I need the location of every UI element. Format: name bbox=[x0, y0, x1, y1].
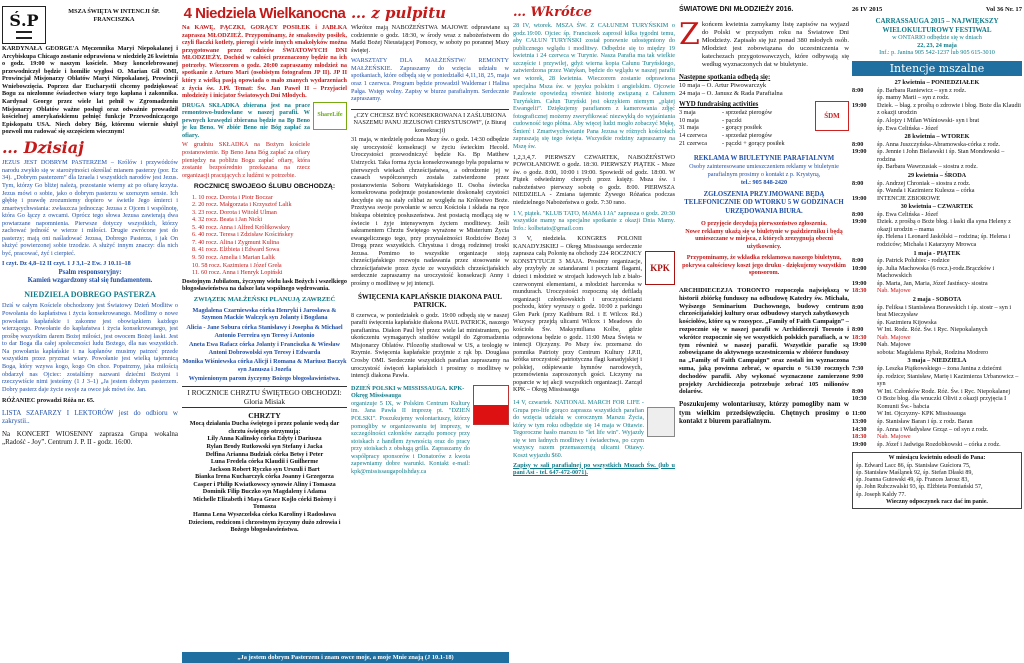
mass-time: 19:00 bbox=[852, 218, 867, 226]
mass-intention-row bbox=[852, 373, 1022, 388]
mass-intention-row bbox=[852, 395, 1022, 410]
mass-intention: śp. Józef i Jadwiga Rozdobkowski – córka z rodz. bbox=[877, 440, 1001, 448]
psalm-label: Psalm responsoryjny: bbox=[58, 269, 122, 277]
mass-time bbox=[852, 117, 874, 125]
baptism-item: Luna Fredela córka Klaudii i Guilherme bbox=[210, 458, 319, 466]
wyd-krakow-logo: ŚDM bbox=[815, 101, 849, 131]
chrzty-list bbox=[182, 435, 347, 518]
chrzty-intro: Mocą działania Ducha świętego i przez polanie wodą dar chrztu świętego otrzymują: bbox=[189, 420, 340, 435]
mass-intention: INTENCJE ZBIOROWE bbox=[877, 194, 941, 202]
mass-intention-row bbox=[852, 287, 1022, 295]
mass-time: 10:30 bbox=[852, 395, 867, 403]
reklama-title: REKLAMA W BIULETYNIE PARAFIALNYM bbox=[693, 155, 835, 163]
mass-intention-row bbox=[852, 304, 1022, 319]
nds-title: NIEDZIELA DOBREGO PASTERZA bbox=[24, 289, 156, 299]
mass-intention: śp. Julia Machowska (6 rocz.)-rodz.Brączków i Machowskich bbox=[877, 264, 995, 280]
schedule-day: 30 kwietnia – CZWARTEK bbox=[900, 203, 974, 211]
mass-time: 18:30 bbox=[852, 287, 867, 295]
mass-intention-row bbox=[852, 218, 1022, 233]
mass-intention-row bbox=[852, 141, 1022, 149]
mass-intention: śp. Patrick Polubiec - rodzice bbox=[877, 257, 950, 265]
anniversary-item: 7. 40 rocz. Alina i Zygmunt Kulina bbox=[192, 238, 279, 246]
mass-time bbox=[852, 319, 874, 327]
mass-time: 8:00 bbox=[852, 303, 864, 311]
majowe-text: Wkrótce mają NABOŻEŃSTWA MAJOWE odprawiane są codziennie o godz. 18:30, w środy wraz z nabożeństwem do Matki Bożej Nieustającej Pomocy, w soboty po porannej Mszy świętej. bbox=[351, 24, 509, 54]
mass-intention-row bbox=[852, 257, 1022, 265]
mass-intention-row bbox=[852, 410, 1022, 418]
konsekracja-text: 31 maja, w niedzielę podczas Mszy św. o godz. 14:30 odbędzie się uroczystość konsekracji w życiu świeckim Hecold. Uroczystości przewodniczyć będzie Ks. Bp Matthew Ustrzycki. Taka forma życia konsekrowanego była popularna w pierwszych wiekach chrześcijaństwa, a odrodzenie jej w czasach współczesnych została zatwierdzone przez postanowienia Soboru Watykańskiego II. Osoba świecka konsekrowana podejmuje postanowienie doskonałej czystości decyduje się na stały celibat ze względu na Królestwo Boże. Przeżywa swoje powołanie w sercu Kościoła i składa na ręce biskupa obietnicę posłuszeństwa. Jest postacią modlącą się w świecie i żyje intensywnym życiem modlitewy. Jeśli sakramentem Chrztu Świętego wyrażone w Misterium Życia ewangelicznego tego, przy przynależności Rodziców Bożej Drogą przez wszystkich. Chrystusa i drogą rodzinnej troski Jezusa. Pomimo to wszystkie organizacje stoją chrześcijańskiego rozwoju nadawania przez stosowanie w chrześcijaństwie przez życie ze wszystkich chrześcijańskich serdecznie zapraszamy na uroczystość konsekracji Anny i prośmy o modlitwę w jej intencji. bbox=[351, 136, 509, 287]
couple-item: Aneta Ewa Rafacz córka Jolanty i Franciszka & Wiesław Antoni Dobrowolski syn Teresy i Edwarda bbox=[188, 341, 340, 356]
carrassauga-info: Inf.: p. Janina 905 542-1237 lub 905 615-3010 bbox=[879, 49, 995, 57]
sp-logo bbox=[2, 6, 46, 44]
mass-time bbox=[852, 233, 874, 248]
couple-item: Magdalena Czarniewska córka Henryki i Jarosława & Szymon Mackie Walczyk syn Jolanty i Bogdana bbox=[192, 306, 337, 322]
konsekracja-title: „CZY CHCESZ BYĆ KONSEKROWANA I ZAŚLUBIONA NASZEMU PANU JEZUSOWI CHRYSTUSOWI”, (z Biuraj konsekracji) bbox=[351, 109, 509, 135]
nastepne-item: 10 maja – O. Artur Piwowarczyk bbox=[679, 82, 767, 89]
nastepne-item: 24 maja – O. Janusz & Rada Parafialna bbox=[679, 90, 783, 98]
fundraising-row bbox=[679, 109, 815, 117]
zmarli-item: śp. John Rubczwalski 93, śp. Elżbieta Pomiański 57, bbox=[856, 484, 983, 491]
fundraising-date: 14 czerwca bbox=[679, 132, 707, 140]
mass-intention: śp. Barbara Wawrzusiak – siostra z rodz. bbox=[877, 163, 978, 171]
mass-intention: Dziek. z prośbą o Boże błog. i łaski dla syna Heleny z okazji urodzin – mama bbox=[877, 218, 1011, 233]
druga-text: W grudniu SKŁADKA na Bożym kościele postanowienie. Bp Beno Jana Bóg zapłać za ofiary pieniędzy na pobliżu Bogu zapłać ofiary, która zostanie bezpośrednio przekazana na rzecz organizacji pracujących z ludźmi w potrzebie. bbox=[182, 141, 310, 179]
mass-intention-row bbox=[852, 334, 1022, 342]
anniversary-title: ROCZNICĘ SWOJEGO ŚLUBU OBCHODZĄ: bbox=[193, 183, 336, 191]
fundraising-date: 10 maja bbox=[679, 116, 699, 124]
mass-time: 10:00 bbox=[852, 264, 867, 272]
zmarli-item: śp. Edward Lacc 86, śp. Stanisław Guściora 75, bbox=[856, 462, 971, 469]
fundraising-date: 3 maja bbox=[679, 109, 696, 117]
baptism-item: Casper i Philip Kwiatkowscy synowie Aliny i Tomasza bbox=[193, 480, 336, 488]
baptism-item: Dominik Filip Buczko syn Magdaleny i Adama bbox=[202, 488, 327, 496]
anniversary-item: 4. 32 rocz. Beata i Jan Nicki bbox=[192, 216, 263, 224]
mass-intention: śp. Jennie i John Bielawski i śp. Stan Mondowski – rodzina bbox=[877, 148, 1005, 163]
kongres-text: 3 V, niedziela. KONGRES POLONII KANADYJSKIEJ – Okręg Mississauga serdecznie zaprasza całą Polonię na obchody 224 ROCZNICY KONSTYTUCJI 3 MAJA. Prosimy organizacje, aby przybyły ze sztandarami i pocztami flagami, dzieci i młodzież w strojach ludowych lub z biało-czerwonymi elementami, a młodzież harcerska w mundurach. Uroczystości rozpoczną się defiladą organizacji członkowskich i uroczystościami pochodu, który wyruszy o godz. 10:00 z parkingu Glen Park (przy Kathburn Rd. i E Wilcox Rd.) Wszyscy przejdą ulicami Wilcox i Meadows do kościoła Św. Maksymiliana Kolbe, gdzie odprawiona będzie o godz. 11:00 Msza Święta w intencji Ojczyzny. Po Mszy św. przemarsz do pomnika Patrioty przy Centrum Kultury J.P.II, krótka uroczystość patriotyczna flagi kanadyjskiej i polskiej, odśpiewanie hymnów narodowych, przemówienia zaproszonych gości. Liczymy na poparcie w tej akcji wszystkich organizacji. Zarząd KPK – Okręg Mississauga bbox=[513, 235, 642, 394]
swiecenia-text: 8 czerwca, w poniedziałek o godz. 19:00 odbędą się w naszej parafii święcenia kapłańskie diakona PAUL PATRICK, naszego parafianina. Diakon Paul był przez wiele lat ministrantem, po ukończeniu wymaganych studiów wstąpił do Zgromadzenia Misjonarzy Oblatów. Filozofię studiował w US, a teologię w Rzymie. Święcenia kapłańskie przyjmie z rąk bp. Douglasa Crosby OMI. Serdecznie wszystkich parafian zapraszamy na uroczystość święceń kapłańskich i prosimy o modlitwę w intencji diakona Pawła. bbox=[351, 311, 509, 380]
fundraising-activity: - gorący posiłek bbox=[722, 124, 762, 132]
rozaniec: RÓŻANIEC prowadzi Róża nr. 65. bbox=[2, 397, 95, 405]
mass-intention-row bbox=[852, 265, 1022, 280]
mass-intention-row bbox=[852, 163, 1022, 171]
schedule-day: 3 maja – NIEDZIELA bbox=[907, 357, 967, 365]
mass-intention: śp. Marta, Jan, Maria, Józef Jasińscy- siostra bbox=[877, 279, 988, 287]
mass-intention-row bbox=[852, 87, 1022, 95]
zmarli-box bbox=[852, 452, 1022, 509]
zmarli-end: Wieczny odpoczynek racz dać im panie. bbox=[886, 499, 988, 506]
column-2 bbox=[182, 6, 347, 534]
mass-time: 8:00 bbox=[852, 326, 864, 334]
schedule-day: 1 maja - PIĄTEK bbox=[913, 249, 961, 257]
mass-intention: Nab. Majowe bbox=[877, 287, 911, 295]
couple-item: Alicia - Jane Sobura córka Stanisławy i Josepha & Michael Antonio Ferreira syn Teresy i Antonio bbox=[186, 324, 343, 339]
column-4 bbox=[513, 6, 675, 479]
mass-intention-row bbox=[852, 365, 1022, 373]
mass-intention: O Boże błog. dla wnuczki Olivii z okazji przyjęcia I Komunii Św.- babcia bbox=[877, 395, 1007, 410]
sunday-title: 4 Niedziela Wielkanocna bbox=[183, 5, 346, 22]
mass-intention: Nab. Majowe bbox=[877, 333, 911, 341]
mass-time: 18:30 bbox=[852, 333, 867, 341]
mass-intention: W Int. Członków Rodz. Róż. Św. i Ryc. Niepokalanej bbox=[877, 387, 1011, 395]
mass-title: MSZA ŚWIĘTA W INTENCJI ŚP. FRANCISZKA bbox=[68, 8, 160, 23]
mass-intention: W Int. Ojczyzny- KPK Mississauga bbox=[877, 410, 966, 418]
mass-intention: śp. rodzice; Stanisław, Marię i Kazimierza Urbanowicz – syn bbox=[877, 372, 1019, 388]
mass-intention-row bbox=[852, 349, 1022, 357]
mass-intention: śp. Kazimiera Kijowska bbox=[877, 318, 937, 326]
mass-schedule bbox=[852, 79, 1022, 448]
carrassauga-title: CARRASSAUGA 2015 – NAJWIĘKSZY WIELOKULTUROWY FESTIWAL bbox=[875, 17, 999, 34]
mass-time: 19:00 bbox=[852, 279, 867, 287]
druga-title: DRUGA SKŁADKA zbierana jest na prace remontowo-budowlane w naszej parafii. W pewnych krawędzi zbierana będzie na Bp Beno je ku Beno. W zbiór Beno nie Bóg zapłać za ofiary. bbox=[182, 101, 310, 139]
anniversary-item: 8. 41 rocz. Elżbieta i Edward Sowa bbox=[192, 246, 280, 254]
mass-intention: śp. Andrzej Chroniak – siostra z rodz. bbox=[877, 179, 971, 187]
carrassauga-dates: 22, 23, 24 maja bbox=[917, 41, 957, 49]
mass-time bbox=[852, 94, 874, 102]
anniversary-item: 2. 20 rocz. Małgorzata i Krzysztof Lalik bbox=[192, 201, 292, 209]
baptism-item: Jackson Robert Ryczko syn Urszuli i Bart bbox=[209, 465, 320, 473]
baptism-item: Hanna Lena Wyszczelska córka Karoliny i Radosława bbox=[193, 511, 336, 518]
schedule-day: 29 kwietnia – ŚRODA bbox=[907, 171, 967, 179]
issue-date: 26 IV 2015 bbox=[852, 6, 883, 13]
mass-intention: Nab. Majowe bbox=[877, 341, 911, 349]
mass-time: 8:00 bbox=[852, 210, 864, 218]
mass-intention: śp. Alojzy i Milan Wiśniowski- syn i brat bbox=[877, 117, 980, 124]
reklama-text: Osoby zainteresowane umieszczeniem reklamy w biuletynie parafialnym prosimy o kontakt z p. Krystyną, bbox=[689, 163, 839, 178]
dropcap: Z bbox=[679, 16, 700, 52]
mass-intention: śp. Wanda i Kazimierz Kulesza – córka bbox=[877, 187, 975, 195]
klub-tato: 1 V, piątek. "KLUB TATO, MAMA I JA" zaprasza o godz. 20:30 wszystkie mamy na specjalne spotkanie z okazji Dnia Mamy. Info.: kolbetato@gmail.com bbox=[513, 209, 675, 232]
mass-intro: KARDYNAŁA GEORGE'A Męczennika Maryi Niepokalanej i Arcybiskupa Chicago zostanie odprawiona w niedzielę 26 kwietnia o godz. 19:00 w naszym kościele. Mszy koncelebrowanej przewodniczył będzie i homilie wygłosi O. Marian Gil OMI, Prowincjał Misjonarzy Oblatów Maryi Niepokalanej, Prowincji Wniebowzięcia. Poprzez dar Eucharystii chcemy podziękować Bogu za niezłomne świadectwo wiary tego kapłana i zakonnika. Kardynał George przez wiele lat pełnił w Zgromadzeniu Misjonarzy Oblatów ważne posługi oraz odważnie prowadził kościelnej amerykańskiemu pełnięć funkcje Przewodniczącego Episkopatu USA. Niech dobry Bóg, któremu wiernie służył pozwoli mu radować się szczęściem wiecznym! bbox=[2, 45, 178, 136]
oprzyjecie: O przyjęcie decydują pierwszeństwo zgłoszenia. bbox=[701, 219, 827, 227]
baptism-item: Michelle Elizabeth i Maya Grace Kojlo córki Bożeny i Tomasza bbox=[193, 495, 336, 511]
mass-intention: śp. Barbara Raniewicz – syn z rodz. bbox=[877, 86, 966, 94]
candle-icon bbox=[16, 31, 32, 39]
wyd-header: ŚWIATOWE DNI MŁODZIEŻY 2016. bbox=[679, 6, 794, 13]
mass-intention: śp. Stanisław Baran i śp. z rodz. Baran bbox=[877, 417, 973, 425]
anniversary-item: 1. 10 rocz. Dorota i Piotr Boczar bbox=[192, 193, 273, 201]
anniversary-item: 10. 58 rocz. Kazimiera i Józef Greła bbox=[192, 261, 282, 269]
przypominamy: Przypominamy, że wkładka reklamowa naszego biuletynu, pokrywa całościowy koszt jego druku - dziękujemy wszystkim sponsorom. bbox=[682, 254, 846, 277]
mass-time bbox=[852, 125, 874, 133]
logo-text: Ś.P bbox=[9, 10, 39, 30]
poszukujemy-text: Poszukujemy wolontariuszy, którzy pomogliby nam w tym wielkim przedsięwzięciu. Chętnych prosimy o kontakt z biurem parafialnym. bbox=[679, 400, 849, 426]
fundraising-row bbox=[679, 132, 815, 140]
chrzty-outro: Dzieciom, rodzicom i chrzestnym życzymy dużo zdrowia i Bożego błogosławieństwa. bbox=[188, 518, 341, 534]
mass-intention-row bbox=[852, 441, 1022, 449]
dzisiaj-text: JEZUS JEST DOBRYM PASTERZEM – Królów i przywódców narodu zwykło się w starożytności określać mianem pasterzy (por. Ez 34). „Dobrym pasterzem” dla Izraela i wszystkich narodów jest Jezus. Tym, którzy Go bliżej należą, pozostanie wierny aż po ofiarę krzyża. Jezus mówi o sobie, jako o dobrym pasterzu w szerszym sensie. Ich głębię i prawdę zrozumiemy dopiero w świetle Jego śmierci i zmartwychwstania: zwłaszcza jednocząc Jezusa z Ojcem i wspólnotę, która Go łączy z owcami. Oprócz tego słowa Jezusa zawierają dwa powtarzane napomnienia. Pierwsze dotyczy wszystkich, którzy zachować jedność w wierze i miłości. Drugie zwrócone jest do pasterzy; mają oni naśladować Jezusa, Dobrego Pasterza, i jak On służyć powierzonej sobie trzodzie. A służyć innym znaczy: dla nich być, pracować, żyć i cierpieć. bbox=[2, 159, 178, 258]
kawa-text: Na KAWĘ, PĄCZKI, GORĄCY POSIŁEK i JABŁKA zaprasza MŁODZIEŻ. Przypominamy, że smakowity posiłek, czyli flaczki kotlety, pierogi i wiele innych smakołyków można przygotowane przez rodziców ŚWIATOWYCH DNI MŁODZIEŻY. Dochód w całości przeznaczony będzie na ich potrzeby. Wieczorem o godz. 20:00 zapraszamy młodzież na spotkanie z Arturo Mari (osobistym fotografem JP II). JP II który z wielką pasją opowiada o mało znanych wydarzeniach z życia św. J.Pł. Temat: Św. Jan Paweł II – Przyjaciel młodzieży i inicjator Światowych Dni Młodych. bbox=[182, 24, 347, 100]
pierwszy-czwartek: 1,2,3,4,7. PIERWSZY CZWARTEK, NABOŻEŃSTWO POWOŁANIOWE o godz. 18:30. PIERWSZY PIĄTEK - Msze św. o godz. 8:00, 10:00 i 19:00. Spowiedź od godz. 18:00. W Piątek odwiedzimy chorych przez księży. Msza św. i nabożeństwo pierwszy sobotę o godz. 8:00. PIERWSZA NIEDZIELA - Zmiana tajemnic Żywego Różańca podczas niedzielnego Nabożeństwa o godz. 7:30 rano. bbox=[513, 153, 675, 206]
zmarli-item: śp. Joseph Kaldy 77. bbox=[856, 491, 906, 498]
mass-intention-row bbox=[852, 418, 1022, 426]
column-3 bbox=[351, 6, 509, 477]
mass-intention: śp. Anna i Władysław Grząz – od syn z rodz. bbox=[877, 425, 989, 433]
mass-time: 8:00 bbox=[852, 387, 864, 395]
fundraising-date: 31 maja bbox=[679, 124, 699, 132]
pulpit-title: … z pulpitu bbox=[351, 4, 447, 22]
mass-intention-row bbox=[852, 102, 1022, 117]
anniversary-item: 11. 60 rocz. Anna i Henryk Lopiński bbox=[192, 269, 283, 277]
zmarli-item: śp. Stanisław Maśląnek 92, śp. Stefan Dłaski 89, bbox=[856, 469, 973, 476]
mass-intention: śp. Ewa Celińska - Józef bbox=[877, 124, 938, 132]
sharelife-logo: ShareLife bbox=[313, 102, 347, 130]
mass-intention: śp. mamy Marii – syn z rodz. bbox=[877, 94, 950, 102]
baptism-item: Bianka Irena Kucharczyk córka Joanny i Grzegorza bbox=[195, 473, 334, 481]
mass-time: 14:30 bbox=[852, 425, 867, 433]
schedule-day: 27 kwietnia – PONIEDZIAŁEK bbox=[894, 79, 980, 87]
mass-intention-row bbox=[852, 180, 1022, 188]
fundraising-row bbox=[679, 124, 815, 132]
reklama-tel: tel.: 905 848-2420 bbox=[740, 178, 788, 186]
mass-time: 19:00 bbox=[852, 148, 867, 156]
mass-intention: śp. Leszka Piątkowskiego – żona Janina z dziećmi bbox=[877, 365, 1002, 372]
baptism-item: Rylan Brody Rutkowski syn Stefany i Jacka bbox=[206, 442, 323, 450]
anniversary-item: 9. 50 rocz. Amelia i Marian Lalik bbox=[192, 254, 275, 262]
quote-text: „Ja jestem dobrym Pasterzem i znam owce moje, a moje Mnie znają (J 10.1-18) bbox=[237, 654, 454, 661]
mass-time bbox=[852, 349, 874, 357]
mass-intention-row bbox=[852, 388, 1022, 396]
mass-intention-row bbox=[852, 148, 1022, 163]
march-for-life: 14 V, czwartek. NATIONAL MARCH FOR LIFE - Grupa pro-life gorąco zaprasza wszystkich parafian do wzięcia udziału w corocznym Marszu Życia, który w tym roku odbędzie się 14 maja w Ottawie. Tegoroczne hasło marszu to "let life win". Wyjazdy się w ten ładnych modlitwy i świadectwa, po czym wszyscy razem przemaszerują ulicami Ottawy. Koszt wyjazdu $60. bbox=[513, 399, 644, 459]
mass-intention: sobota: Magdalena Rybak, Rodzina Modrero bbox=[877, 348, 989, 356]
mass-time: 9:00 bbox=[852, 372, 864, 380]
wkrotce-title: … Wkrótce bbox=[513, 5, 592, 20]
mass-time bbox=[852, 187, 874, 195]
mass-time: 19:00 bbox=[852, 101, 867, 109]
anniversary-item: 6. 40 rocz. Teresa i Zdzisław Kościńskey bbox=[192, 231, 294, 239]
couple-wishes: Wymienionym parom życzymy Bożego błogosławieństwa. bbox=[188, 375, 341, 383]
mass-time: 11:00 bbox=[852, 410, 867, 418]
quote-banner bbox=[182, 652, 509, 663]
koncert: Na KONCERT WIOSENNY zaprasza Grupa wokalna „Radość - Joy”. Centrum J. P. II - godz. 16:00. bbox=[2, 429, 178, 447]
mass-intention-row bbox=[852, 280, 1022, 288]
column-5 bbox=[679, 6, 849, 428]
zmarli-title: W miesiącu kwietniu odeszli do Pana: bbox=[888, 455, 986, 462]
mass-intention-row bbox=[852, 94, 1022, 102]
zgloszenia: ZGŁOSZENIA PRZYJMOWANE BĘDĄ TELEFONICZNIE OD WTORKU 5 W GODZINACH URZĘDOWANIA BIURA. bbox=[684, 191, 844, 215]
fundraising-date: 21 czerwca bbox=[679, 139, 707, 147]
mass-intention-row bbox=[852, 426, 1022, 434]
mass-intention: W Int. Rodz. Róż. Św. i Ryc. Niepokalanych bbox=[877, 326, 988, 334]
nastepne-title: Następne spotkania odbędą się: bbox=[679, 73, 771, 81]
zapisy-text: Zapisy w sali parafialnej po wszystkich Mszach Św. (lub u pani Asi - tel. 647-472-0071). bbox=[513, 461, 675, 477]
wyd-text: końcem kwietnia zamykamy listę zapisów na wyjazd do Polski w przyszłym roku na Światowe Dni Młodzieży. Zapisało się już ponad 380 młodych osób. Młodzież jest zobowiązana do uczestniczenia w katechezach przygotowawczych, które odbywają się według wyznaczonych dat w biuletynie. bbox=[701, 20, 849, 68]
schedule-day: 2 maja - SOBOTA bbox=[912, 295, 962, 303]
nds-text: Dziś w całym Kościele obchodzony jest Światowy Dzień Modlitw o Powołania do kapłaństwa i życia konsekrowanego. Modlimy o nowe powołania kapłańskie i zakonne jest obowiązkiem każdego wierzącego. Powołanie do kapłaństwa i życia konsekrowanego, jest prośbę wszystkim darem Bożej miłości, jest owocem Bożej łaski. Jest to dar Boga dla całej społeczności ludu Bożego, dla nas wszystkich. Na powołania kapłańskie i na kapłanów musimy patrzeć przede wszystkim przez pryzmat wiary. Powołanie jest wielką tajemnicą Boga, który wzywa kogo, kogo On chce. Popatrzmy, jaka miłością obdarzył nas Ojciec: zostaliśmy nazwani dziećmi Bożymi i rzeczywiście nimi jesteśmy (1 J 3–1) „Ja jestem dobrym pasterzem. Dobry pasterz daje życie swoje za owce jak mówi św. Jan. bbox=[2, 302, 178, 393]
constitution-icon: KPK bbox=[645, 251, 675, 285]
anniversary-wishes: Dostojnym Jubilatom, życzymy wielu łask Bożych i wszelkiego błogosławieństwa na dalsze lata wspólnego wędrowania. bbox=[182, 277, 347, 293]
mass-intention: śp. Helena i Leonard Jaskólski – rodzina; śp. Helena i rodziców; Michała i Katarzyny Mrowca bbox=[877, 233, 1011, 248]
mass-time: 19:00 bbox=[852, 194, 867, 202]
anniversary-item: 5. 40 rocz. Anna i Alfred Królikowskey bbox=[192, 223, 290, 231]
fundraising-row bbox=[679, 117, 815, 125]
mass-time: 19:00 bbox=[852, 341, 867, 349]
mass-time bbox=[852, 163, 874, 171]
issue-volume: Vol 36 Nr. 17 bbox=[985, 6, 1022, 13]
dzisiaj-title: … Dzisiaj bbox=[2, 137, 84, 157]
calun-text: 28 IV, wtorek. MSZA ŚW. Z CAŁUNEM TURYŃSKIM o godz.19:00. Ojciec śp. Franciszek zaprosił kilka tygodni temu, aby CAŁUN TURYŃSKI został ponownie udostępniony do publicznego wglądu i modlitwy. Odbędzie się to między 19 kwietnia i 24 czerwca w Turynie. Nasza Parafia ma tak wielkie szczęście i przywilej, gdyż wierna kopia Całunu Turyńskiego, zatwierdzona przez Watykan, będzie do wglądu w naszej parafii we wtorek, 28 kwietnia. Wieczorem zostanie odprawiona specjalna Msza św. w języku polskim i angielskim. Ojcowie Paulowie opowiedzą również historię związaną z Całunem Turyńskim. Całun Turyński jest okrzykiem niemym „plątej Ewangelii”. Dziękujemy parafianom z kamerowania zdjęć fotograficznej możemy zweryfikować niezwykłą do wyjaśniania cudowność tego płótna. Aby więcej ludzi mogło zobaczyć Mękę, Śmierć i Zmartwychwstanie Pana Jezusa w różnych kościołach zapraszają się tego święta. Wszystkie rodziny zapraszamy na Mszę św. bbox=[513, 22, 675, 150]
fundraising-activity: - sprzedaż pierogów bbox=[722, 109, 773, 117]
nowe-reklamy: Nowe reklamy ukażą się w biuletynie w październiku i będą umieszczane w miejsca, z których zrezygnują obecni użytkownicy. bbox=[685, 227, 843, 250]
baptism-anniversary: I ROCZNICE CHRZTU ŚWIĘTEGO OBCHODZI: Gloria Misiak bbox=[182, 386, 347, 408]
archidiecezja-text: ARCHIDIECEZJA TORONTO rozpoczęła największą w historii zbiórkę funduszy na odbudowę Katedry św. Michała, Wyższego Seminarium Duchownego, budowy centrum chrześcijańskiej kultury oraz odbudowy starych zabytkowych kościołów, które są w rozsypce. „Family of Faith Campaign” – rozpocznie się w naszej parafii w Archidiecezji Toronto i wkrótce rozpocznie się we wszystkich polskich parafiach, a w tym również w naszej parafii. Wszystkie parafie są zobowiązane do aktywnego uczestniczenia w zbiórce funduszy na „Family of Faith Campaign” oraz zostali im wyznaczona suma, jaką powinna zebrać, w oparciu o %130 rocznych dochodów parafii. Aby wykonać wyznaczone zamierzone projekty Archidiecezja potrzebuje zebrać 105 milionów dolarów. bbox=[679, 286, 849, 396]
chrzty-title: CHRZTY bbox=[248, 411, 281, 420]
fundraising-activity: - pączki + gorący posiłek bbox=[722, 139, 785, 147]
mass-intention-row bbox=[852, 117, 1022, 125]
issue-info bbox=[852, 6, 1022, 14]
mass-time: 8:00 bbox=[852, 257, 864, 265]
mass-intention-row bbox=[852, 211, 1022, 219]
mass-time: 18:30 bbox=[852, 433, 867, 441]
mass-time: 8:00 bbox=[852, 179, 864, 187]
zmp-title: ZWIĄZEK MAŁŻEŃSKI PLANUJĄ ZAWRZEĆ bbox=[193, 295, 336, 303]
dzien-polski-title: DZIEŃ POLSKI w MISSISSAUGA. KPK- Okręg Mississauga bbox=[351, 384, 465, 400]
schedule-day: 28 kwietnia – WTOREK bbox=[904, 133, 970, 141]
lista-szafarzy: LISTA SZAFARZY I LEKTORÓW jest do odbioru w zakrystii.. bbox=[2, 408, 178, 426]
mass-time: 7:30 bbox=[852, 365, 864, 372]
mass-intention-row bbox=[852, 433, 1022, 441]
pro-life-icon bbox=[647, 407, 675, 437]
fundraising-activity: - pączki bbox=[722, 116, 742, 124]
fundraising-row bbox=[679, 140, 815, 148]
mass-intention: Dziek. – błag. z prośbą o zdrowie i błog. Boże dla Klaudii z okazji urodzin bbox=[877, 101, 1021, 117]
wyd-fundraising-title: WYD fundraising activities bbox=[679, 101, 759, 109]
column-6 bbox=[852, 6, 1022, 509]
column-1 bbox=[2, 6, 178, 449]
warsztaty-text: WARSZTATY DLA MAŁŻEŃSTW/ REMONTY MAŁŻEŃSKIE. Zapraszamy do wzięcia udziału w spotkaniach, które odbędą się w poniedziałki 4,11,18, 25, maja oraz 1 czerwca. Program będzie prowadził Waldemar i Halina Pałga. Wstęp wolny. Zapisy w biurze parafialnym. Serdecznie zapraszamy. bbox=[351, 57, 509, 103]
mass-intention: śp. Ewa Celińska - Józef bbox=[877, 210, 938, 218]
mass-intention-row bbox=[852, 187, 1022, 195]
baptism-item: Lily Anna Kalinsky córka Edyty i Dariusza bbox=[207, 435, 322, 443]
mass-intention-row bbox=[852, 233, 1022, 248]
mass-time: 8:00 bbox=[852, 86, 864, 94]
mass-time: 13:00 bbox=[852, 417, 867, 425]
zmp-list bbox=[182, 307, 347, 383]
carrassauga-sub: w ONTARIO odbędzie się w dniach bbox=[892, 34, 982, 42]
fundraising-activity: - sprzedaż pierogów bbox=[722, 132, 773, 140]
anniversary-list bbox=[182, 194, 347, 277]
mass-intention: Nab. Majowe bbox=[877, 433, 911, 441]
couple-item: Monika Wiśniewska córka Alicji i Romana & Mariusz Baczyk syn Janusza i Jozefa bbox=[182, 358, 347, 373]
baptism-item: Delfina Arianna Budziak córka Betsy i Peter bbox=[205, 450, 324, 458]
mass-time: 8:00 bbox=[852, 140, 864, 148]
mass-time: 19:00 bbox=[852, 440, 867, 448]
anniversary-item: 3. 23 rocz. Dorota i Witold Ulman bbox=[192, 208, 277, 216]
mass-intention-row bbox=[852, 125, 1022, 133]
intencje-banner: Intencje mszalne bbox=[852, 61, 1022, 76]
dzien-polski-text: organizuje 5 IX, w Polskim Centrum Kultury im. Jana Pawła II imprezę pt. "DZIEŃ POLSKI". Poszukujemy wolontariuszy, którzy pomogliby w organizowaniu tej imprezy, w szczególności członków zarządu pomocy przy stoiskach z handlem żywnością oraz do pracy przy stoiskach z obsługą grilla. Zapraszamy do współpracy sponsorów i Donatorów z kwota zapewniamy dobre warunki. Kontakt e-mail: kpk@mississaugapolishday.ca bbox=[351, 399, 470, 475]
polish-day-logo bbox=[473, 385, 509, 425]
zmarli-item: śp. Joanna Gutowski 49, śp. Frances Jarosz 83, bbox=[856, 477, 969, 484]
readings: I czyt. Dz 4,8–12 II czyt. 1 J 3,1–2 Ew. J 10.11–18 bbox=[2, 259, 131, 267]
mass-intention-row bbox=[852, 341, 1022, 349]
mass-intention-row bbox=[852, 326, 1022, 334]
mass-intention: śp. Feliksa i Stanisława Borawskich i śp. siostr – syn i brat Mieczysław bbox=[877, 303, 1012, 319]
swiecenia-title: ŚWIĘCENIA KAPŁAŃSKIE DIAKONA PAUL PATRICK. bbox=[358, 292, 502, 310]
mass-intention: śp. Anna Juszczyńska-Abramowska-córka z rodz. bbox=[877, 140, 1001, 148]
psalm-text: Kamień wzgardzony stał się fundamentem. bbox=[27, 277, 153, 285]
mass-intention-row bbox=[852, 195, 1022, 203]
